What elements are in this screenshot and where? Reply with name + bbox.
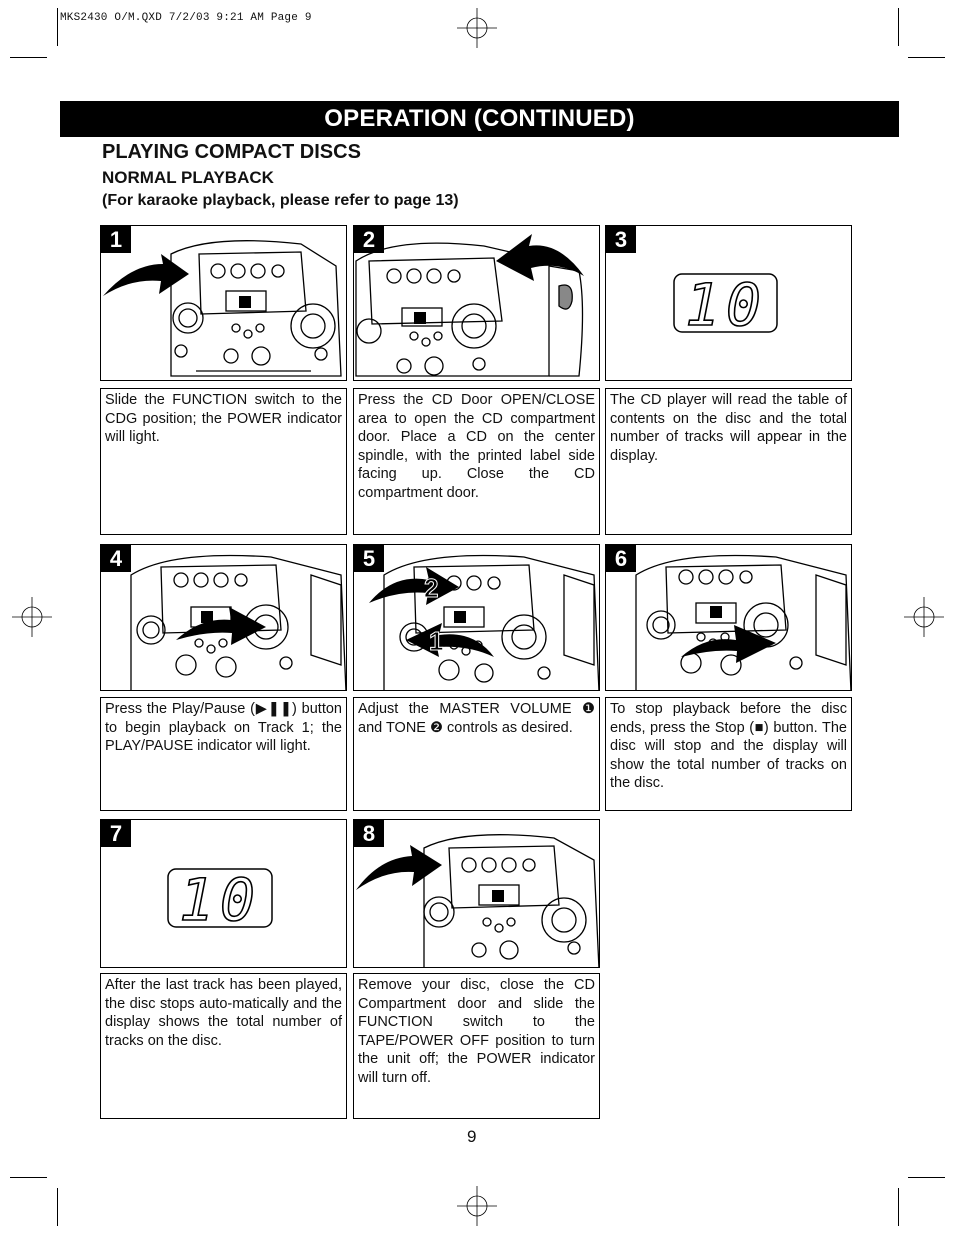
step-5-illustration <box>353 544 600 691</box>
karaoke-note: (For karaoke playback, please refer to page 13) <box>102 192 459 209</box>
step-number: 3 <box>606 226 636 253</box>
step-number: 5 <box>354 545 384 572</box>
callout-number-2: 2 <box>424 573 439 603</box>
step-7-illustration <box>100 819 347 968</box>
karaoke-unit-icon <box>101 545 347 691</box>
step-3-text: The CD player will read the table of contents on the disc and the total number of tracks will appear in the display. <box>605 388 852 535</box>
callout-number-1: 1 <box>429 626 444 656</box>
crop-mark <box>908 1177 945 1178</box>
step-1-text: Slide the FUNCTION switch to the CDG position; the POWER indicator will light. <box>100 388 347 535</box>
step-8-text: Remove your disc, close the CD Compartment door and slide the FUNCTION switch to the TAPE/POWER OFF position to turn the unit off; the POWER indicator will turn off. <box>353 973 600 1119</box>
lcd-digits: 10 <box>685 271 767 339</box>
karaoke-unit-icon <box>606 545 852 691</box>
step-2-text: Press the CD Door OPEN/CLOSE area to open the CD compartment door. Place a CD on the center spindle, with the printed label side facing up. Close the CD compartment door. <box>353 388 600 535</box>
crop-mark <box>908 57 945 58</box>
step-number: 2 <box>354 226 384 253</box>
step-number: 8 <box>354 820 384 847</box>
crop-mark <box>898 8 899 46</box>
crop-mark <box>57 1188 58 1226</box>
step-6-text: To stop playback before the disc ends, press the Stop (■) button. The disc will stop and the display will show the total number of tracks on the disc. <box>605 697 852 811</box>
lcd-display-icon <box>101 820 347 968</box>
step-4-text: Press the Play/Pause (▶❚❚) button to begin playback on Track 1; the PLAY/PAUSE indicator will light. <box>100 697 347 811</box>
step-1-illustration <box>100 225 347 381</box>
karaoke-unit-icon <box>101 226 347 381</box>
registration-mark-icon <box>904 597 944 637</box>
step-4-illustration <box>100 544 347 691</box>
crop-mark <box>57 8 58 46</box>
karaoke-unit-icon <box>354 545 600 691</box>
step-5-text: Adjust the MASTER VOLUME ❶ and TONE ❷ controls as desired. <box>353 697 600 811</box>
subheading: NORMAL PLAYBACK <box>102 168 274 187</box>
registration-mark-icon <box>12 597 52 637</box>
step-8-illustration <box>353 819 600 968</box>
step-7-text: After the last track has been played, the disc stops auto-matically and the display shows the total number of tracks on the disc. <box>100 973 347 1119</box>
karaoke-unit-icon <box>354 226 600 381</box>
lcd-display-icon <box>606 226 852 381</box>
step-6-illustration <box>605 544 852 691</box>
lcd-digits: 10 <box>179 866 261 934</box>
step-number: 1 <box>101 226 131 253</box>
registration-mark-icon <box>457 1186 497 1226</box>
step-2-illustration <box>353 225 600 381</box>
page-number: 9 <box>467 1127 477 1146</box>
crop-mark <box>10 1177 47 1178</box>
step-number: 6 <box>606 545 636 572</box>
registration-mark-icon <box>457 8 497 48</box>
karaoke-unit-icon <box>354 820 600 968</box>
step-number: 4 <box>101 545 131 572</box>
section-banner: OPERATION (CONTINUED) <box>60 101 899 137</box>
step-number: 7 <box>101 820 131 847</box>
page-title: PLAYING COMPACT DISCS <box>102 141 361 163</box>
slug-line: MKS2430 O/M.QXD 7/2/03 9:21 AM Page 9 <box>60 12 312 24</box>
crop-mark <box>10 57 47 58</box>
step-3-illustration <box>605 225 852 381</box>
crop-mark <box>898 1188 899 1226</box>
